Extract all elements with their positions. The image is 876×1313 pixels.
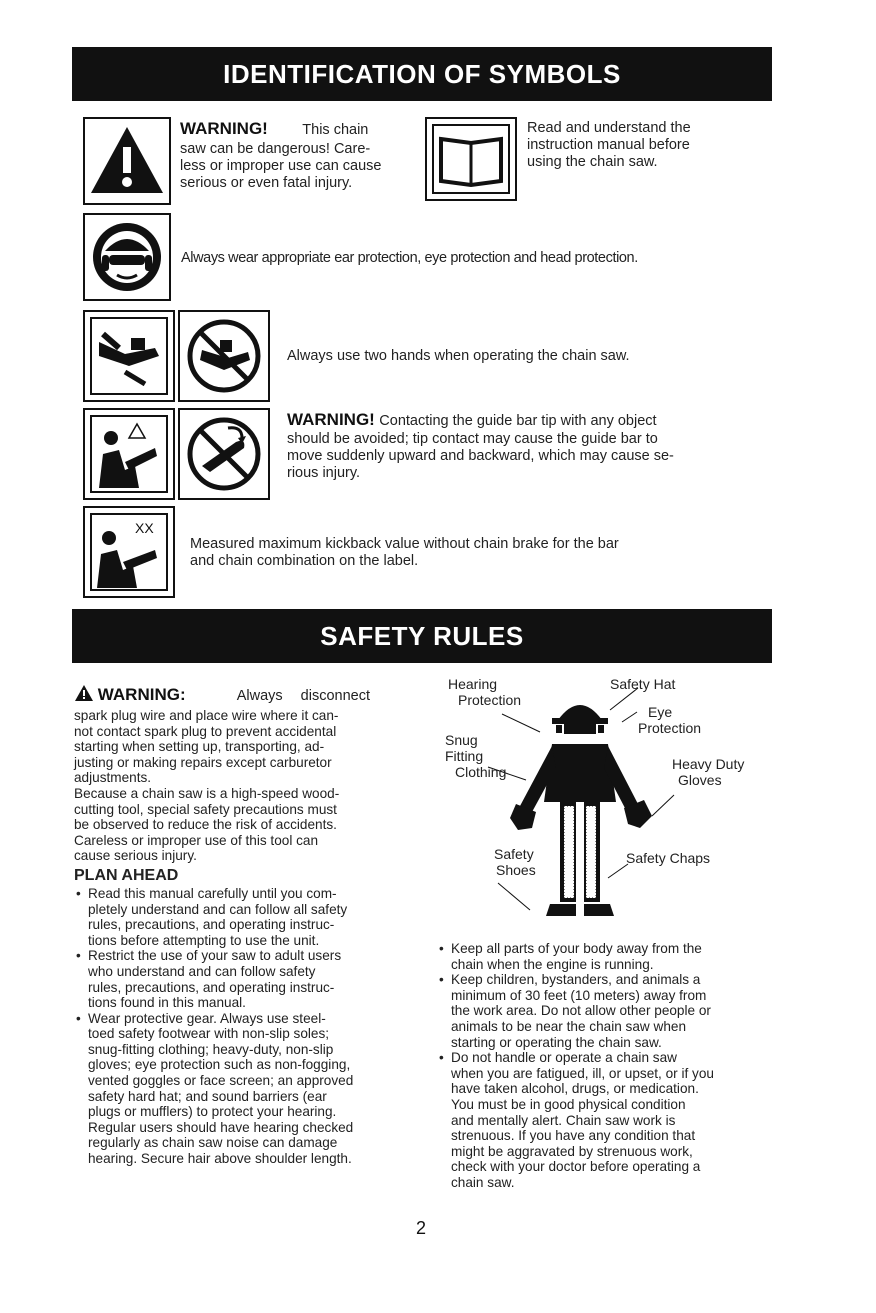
intro-line: cause serious injury. [74,848,197,864]
kickback-value-icon [85,508,173,596]
label-safety-shoes [494,846,536,878]
intro-line: Careless or improper use of this tool can [74,832,319,848]
symbols-banner: IDENTIFICATION OF SYMBOLS [72,47,772,101]
list-item-line: who understand and can follow safety [88,963,316,979]
list-item [437,972,757,1050]
safety-right-column [437,941,757,1191]
safety-warning-line: justing or making repairs except carburetor [74,754,332,770]
list-item-line: and mentally alert. Chain saw work is [451,1112,676,1128]
list-item [437,1050,757,1190]
list-item-line: when you are fatigued, ill, or upset, or if you [451,1065,714,1081]
label-safety-chaps: Safety Chaps [626,850,711,866]
list-item-line: • Read this manual carefully until you com- [88,885,337,901]
intro-line: cutting tool, special safety precautions must [74,801,337,817]
warning-text [180,118,415,192]
label-line: Fitting [445,748,484,764]
tip-warning-line: rious injury. [287,465,361,481]
list-item-line: minimum of 30 feet (10 meters) away from [451,987,707,1003]
list-item-line: • Wear protective gear. Always use steel- [88,1010,326,1026]
safety-left-column [74,683,404,1167]
label-snug-clothing [445,732,506,780]
prohibited-tip-contact-icon [180,410,268,498]
safety-warning-line: starting when setting up, transporting, ad- [74,739,325,755]
label-line: Eye [648,704,673,720]
intro-line: Because a chain saw is a high-speed wood- [74,785,340,801]
list-item-line: rules, precautions, and operating instruc- [88,917,335,933]
plan-ahead-heading: PLAN AHEAD [74,866,179,884]
list-item-line: Regular users should have hearing checked [88,1119,354,1135]
kickback-text [190,536,690,570]
label-hearing-protection [448,676,521,708]
label-safety-hat: Safety Hat [610,676,676,692]
two-hands-symbol-box [83,310,175,402]
tip-warning-text [287,410,727,482]
kickback-operator-icon [85,410,173,498]
label-line: Heavy Duty [672,756,745,772]
list-item-line: • Keep all parts of your body away from the [451,941,702,956]
kickback-symbol-box [83,408,175,500]
kickback-line: Measured maximum kickback value without chain brake for the bar [190,536,619,552]
warning-symbol-box [83,117,171,205]
protection-symbol-box [83,213,171,301]
list-item-line: You must be in good physical condition [451,1096,686,1112]
list-item-line: tions before attempting to use the unit. [88,932,320,948]
list-item-line: rules, precautions, and operating instruc- [88,979,335,995]
safety-warning-line: not contact spark plug to prevent accidental [74,723,337,739]
kickback-line: and chain combination on the label. [190,553,419,569]
read-manual-line: Read and understand the [527,120,691,136]
intro-line: be observed to reduce the risk of accidents. [74,817,337,833]
protection-text: Always wear appropriate ear protection, eye protection and head protection. [181,250,638,266]
list-item-line: have taken alcohol, drugs, or medication. [451,1081,699,1097]
label-line: Hearing [448,676,498,692]
list-item-line: the work area. Do not allow other people or [451,1003,711,1019]
list-item-line: pletely understand and can follow all safety [88,901,348,917]
label-line: Protection [458,692,522,708]
read-manual-text [527,120,767,171]
list-item-line: tions found in this manual. [88,995,246,1011]
tip-warning-line: Contacting the guide bar tip with any object [379,413,657,429]
list-item-line: • Restrict the use of your saw to adult users [88,948,342,964]
warning-line: serious or even fatal injury. [180,175,353,191]
list-item-line: plugs or mufflers) to protect your hearing. [88,1104,337,1120]
tip-warning-line: should be avoided; tip contact may cause the guide bar to [287,431,658,447]
book-icon [427,119,515,199]
warning-title: WARNING! [180,119,268,138]
label-line: Shoes [496,862,536,878]
two-hands-text: Always use two hands when operating the chain saw. [287,348,630,364]
read-manual-line: using the chain saw. [527,154,658,170]
tip-warning-line: move suddenly upward and backward, which may cause se- [287,448,674,464]
safety-warning-line: adjustments. [74,770,152,786]
list-item-line: gloves; eye protection such as non-fogging, [88,1057,351,1073]
label-line: Protection [638,720,702,736]
list-item [74,1011,404,1167]
head-protection-icon [85,215,169,299]
list-item-line: animals to be near the chain saw when [451,1018,687,1034]
list-item-line: starting or operating the chain saw. [451,1034,662,1050]
list-item-line: safety hard hat; and sound barriers (ear [88,1088,327,1104]
list-item-line: strenuous. If you have any condition that [451,1128,696,1144]
warning-line: less or improper use can cause [180,158,382,174]
safety-warning-line: Always disconnect [236,688,370,704]
list-item [74,886,404,948]
list-item-line: chain saw. [451,1174,515,1190]
safety-warning-title: WARNING: [97,685,186,704]
list-item-line: check with your doctor before operating a [451,1159,701,1175]
list-item-line: chain when the engine is running. [451,956,654,972]
label-line: Clothing [455,764,507,780]
list-item [437,941,757,972]
kickback-value-label: XX [135,520,154,536]
label-eye-protection [638,704,701,736]
list-item [74,948,404,1010]
manual-symbol-box [425,117,517,201]
tip-warning-title: WARNING! [287,410,375,429]
list-item-line: • Keep children, bystanders, and animals a [451,972,701,988]
safety-banner: SAFETY RULES [72,609,772,663]
two-hands-chainsaw-icon [85,312,173,400]
label-line: Snug [445,732,478,748]
warning-triangle-icon [74,684,94,702]
warning-line: This chain [302,122,369,138]
prohibited-one-hand-icon [180,312,268,400]
protective-gear-figure [440,672,770,927]
list-item-line: regularly as chain saw noise can damage [88,1135,338,1151]
safety-warning-line: spark plug wire and place wire where it can- [74,708,339,723]
tip-contact-prohibited-box [178,408,270,500]
label-line: Safety [494,846,534,862]
operator-figure-icon [440,672,770,927]
list-item-line: snug-fitting clothing; heavy-duty, non-slip [88,1041,334,1057]
warning-line: saw can be dangerous! Care- [180,141,371,157]
list-item-line: vented goggles or face screen; an approved [88,1073,354,1089]
list-item-line: might be aggravated by strenuous work, [451,1143,693,1159]
list-item-line: toed safety footwear with non-slip soles; [88,1026,330,1042]
list-item-line: • Do not handle or operate a chain saw [451,1050,677,1066]
label-line: Gloves [678,772,722,788]
kickback-value-box [83,506,175,598]
page-number: 2 [416,1218,427,1238]
list-item-line: hearing. Secure hair above shoulder length. [88,1151,352,1167]
one-hand-prohibited-box [178,310,270,402]
read-manual-line: instruction manual before [527,137,690,153]
warning-triangle-icon [85,119,169,203]
label-gloves [672,756,744,788]
